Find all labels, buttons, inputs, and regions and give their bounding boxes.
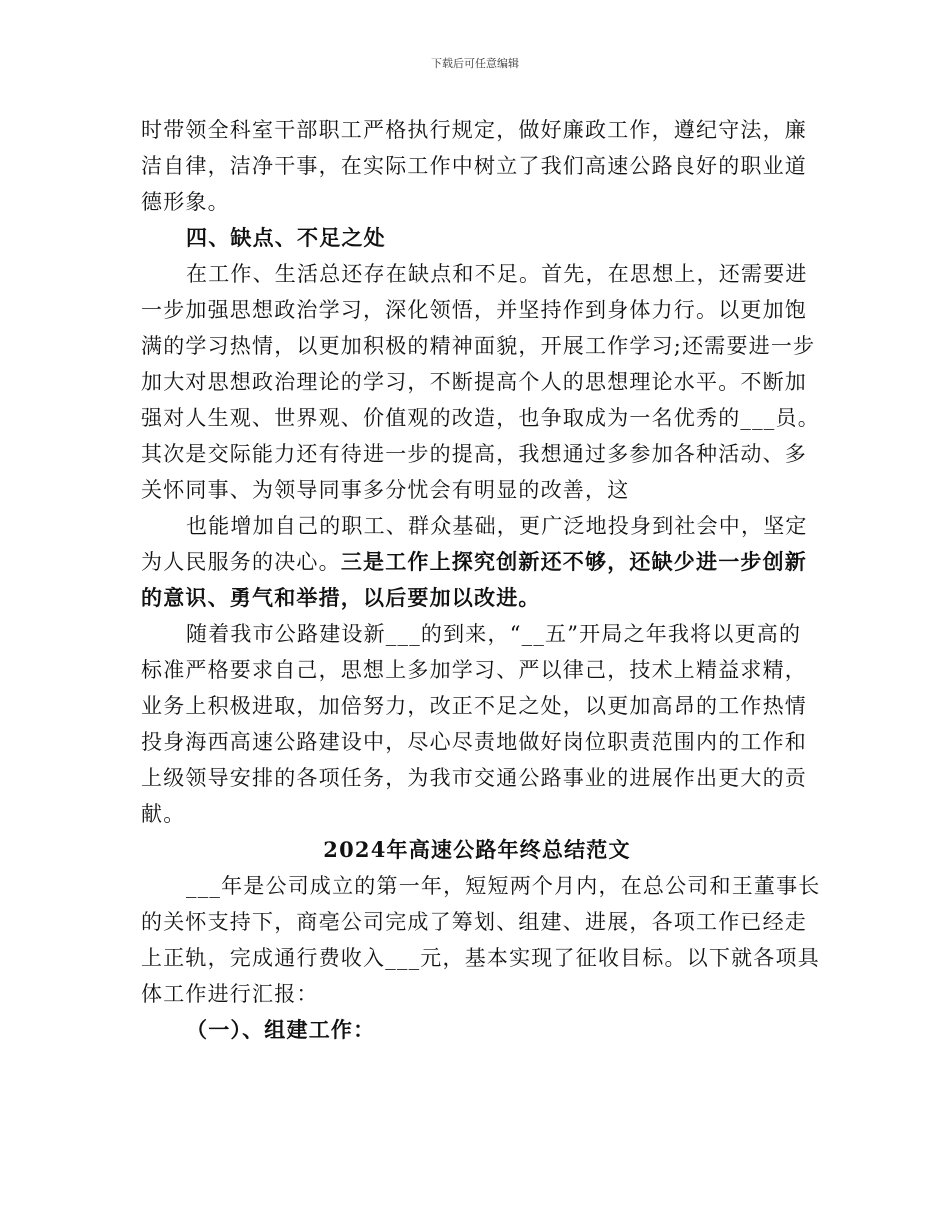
paragraph-line: 的意识、勇气和举措，以后要加以改进。 bbox=[141, 585, 541, 610]
paragraph-line: 洁自律，洁净干事，在实际工作中树立了我们高速公路良好的职业道 bbox=[141, 154, 807, 178]
paragraph-line: 上正轨，完成通行费收入___元，基本实现了征收目标。以下就各项具 bbox=[141, 946, 820, 970]
paragraph-line: 的关怀支持下，商亳公司完成了筹划、组建、进展，各项工作已经走 bbox=[141, 910, 807, 934]
paragraph-line: 德形象。 bbox=[141, 190, 230, 214]
plain-text: 为人民服务的决心。 bbox=[141, 550, 341, 574]
page-header: 下载后可任意编辑 bbox=[431, 57, 519, 70]
paragraph-line: 业务上积极进取，加倍努力，改正不足之处，以更加高昂的工作热情 bbox=[141, 694, 807, 718]
paragraph-line: 随着我市公路建设新___的到来，“__五”开局之年我将以更高的 bbox=[186, 622, 802, 646]
paragraph-line: 上级领导安排的各项任务，为我市交通公路事业的进展作出更大的贡 bbox=[141, 766, 807, 790]
paragraph-line: 也能增加自己的职工、群众基础，更广泛地投身到社会中，坚定 bbox=[186, 514, 808, 538]
paragraph-line: 关怀同事、为领导同事多分忧会有明显的改善，这 bbox=[141, 478, 630, 502]
paragraph-line: 其次是交际能力还有待进一步的提高，我想通过多参加各种活动、多 bbox=[141, 442, 807, 466]
paragraph-line: 在工作、生活总还存在缺点和不足。首先，在思想上，还需要进 bbox=[186, 262, 808, 286]
paragraph-line bbox=[141, 544, 813, 580]
paragraph-line: 体工作进行汇报： bbox=[141, 982, 319, 1006]
paragraph-line: 强对人生观、世界观、价值观的改造，也争取成为一名优秀的___员。 bbox=[141, 406, 820, 430]
bold-text: 三是工作上探究创新还不够，还缺少进一步创新 bbox=[340, 549, 808, 574]
document-body bbox=[141, 112, 821, 1048]
document-title: 2024年高速公路年终总结范文 bbox=[323, 837, 631, 862]
paragraph-line: 加大对思想政治理论的学习，不断提高个人的思想理论水平。不断加 bbox=[141, 370, 807, 394]
paragraph-line: 投身海西高速公路建设中，尽心尽责地做好岗位职责范围内的工作和 bbox=[141, 730, 807, 754]
paragraph-line: 一步加强思想政治学习，深化领悟，并坚持作到身体力行。以更加饱 bbox=[141, 298, 807, 322]
subsection-heading: （一）、组建工作： bbox=[186, 1017, 376, 1042]
section-heading: 四、缺点、不足之处 bbox=[186, 225, 386, 250]
paragraph-line: 时带领全科室干部职工严格执行规定，做好廉政工作，遵纪守法，廉 bbox=[141, 118, 807, 142]
paragraph-line: 满的学习热情，以更加积极的精神面貌，开展工作学习;还需要进一步 bbox=[141, 334, 816, 358]
paragraph-line: 献。 bbox=[141, 802, 186, 826]
paragraph-line: 标准严格要求自己，思想上多加学习、严以律己，技术上精益求精， bbox=[141, 658, 807, 682]
paragraph-line: ___年是公司成立的第一年，短短两个月内，在总公司和王董事长 bbox=[186, 874, 821, 898]
